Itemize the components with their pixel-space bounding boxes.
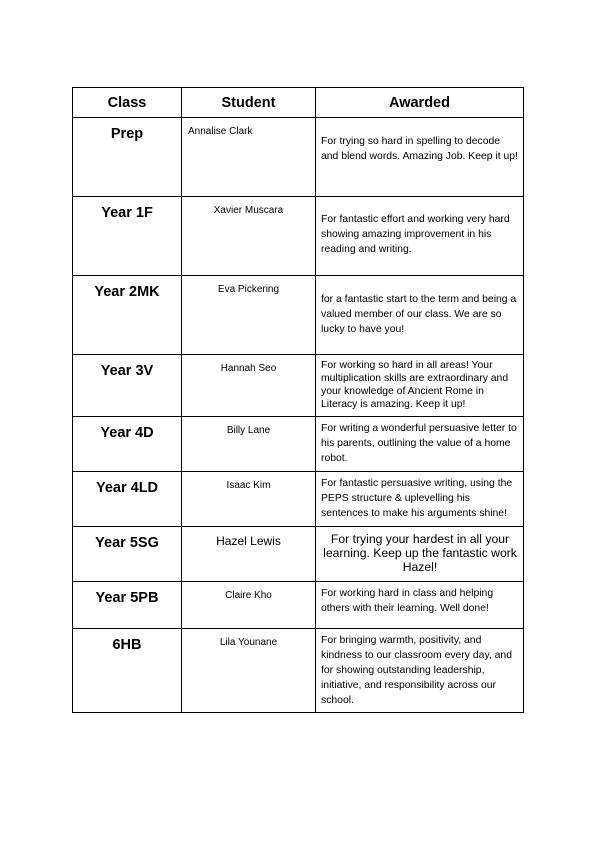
awarded-text: For bringing warmth, positivity, and kindness to our classroom every day, and for showing outstanding leadership, initiative, and responsibility across our school.: [321, 635, 512, 706]
student-cell: Annalise Clark: [182, 118, 316, 197]
class-cell: 6HB: [73, 629, 182, 713]
awarded-cell: [316, 417, 524, 472]
table-row: [73, 417, 524, 472]
table-row: [73, 472, 524, 527]
student-cell: Billy Lane: [182, 417, 316, 472]
class-cell: Year 5SG: [73, 527, 182, 582]
table-row: [73, 197, 524, 276]
class-cell: Year 2MK: [73, 276, 182, 355]
student-cell: Hannah Seo: [182, 355, 316, 417]
awarded-cell: [316, 527, 524, 582]
table-row: [73, 527, 524, 582]
awarded-text: For fantastic persuasive writing, using the PEPS structure & uplevelling his sentences to make his arguments shine!: [321, 478, 513, 519]
header-student: Student: [182, 88, 316, 118]
awarded-cell: [316, 276, 524, 355]
table-row: [73, 629, 524, 713]
awarded-text: For working hard in class and helping others with their learning. Well done!: [321, 588, 494, 614]
student-cell: Hazel Lewis: [182, 527, 316, 582]
class-cell: Year 4D: [73, 417, 182, 472]
awarded-cell: [316, 197, 524, 276]
class-cell: Year 5PB: [73, 582, 182, 629]
class-cell: Prep: [73, 118, 182, 197]
awarded-text: For trying your hardest in all your learning. Keep up the fantastic work Hazel!: [323, 532, 517, 574]
awarded-text: For working so hard in all areas! Your multiplication skills are extraordinary and your knowledge of Ancient Rome in Literacy is amazing. Keep it up!: [321, 360, 509, 410]
student-cell: Claire Kho: [182, 582, 316, 629]
awarded-cell: [316, 118, 524, 197]
awarded-cell: [316, 355, 524, 417]
awarded-cell: [316, 629, 524, 713]
awarded-cell: [316, 582, 524, 629]
table-row: [73, 355, 524, 417]
header-class: Class: [73, 88, 182, 118]
student-cell: Isaac Kim: [182, 472, 316, 527]
class-cell: Year 3V: [73, 355, 182, 417]
table-row: [73, 582, 524, 629]
student-cell: Eva Pickering: [182, 276, 316, 355]
table-row: [73, 276, 524, 355]
student-cell: Xavier Muscara: [182, 197, 316, 276]
awarded-text: For writing a wonderful persuasive letter to his parents, outlining the value of a home robot.: [321, 423, 517, 464]
class-cell: Year 4LD: [73, 472, 182, 527]
class-cell: Year 1F: [73, 197, 182, 276]
table-row: [73, 118, 524, 197]
header-awarded: Awarded: [316, 88, 524, 118]
awards-table: [72, 87, 524, 713]
awarded-text: For fantastic effort and working very hard showing amazing improvement in his reading and writing.: [321, 214, 510, 255]
header-row: [73, 88, 524, 118]
awarded-text: For trying so hard in spelling to decode and blend words. Amazing Job. Keep it up!: [321, 136, 518, 162]
student-cell: Lila Younane: [182, 629, 316, 713]
awarded-cell: [316, 472, 524, 527]
awarded-text: for a fantastic start to the term and being a valued member of our class. We are so lucky to have you!: [321, 294, 517, 335]
